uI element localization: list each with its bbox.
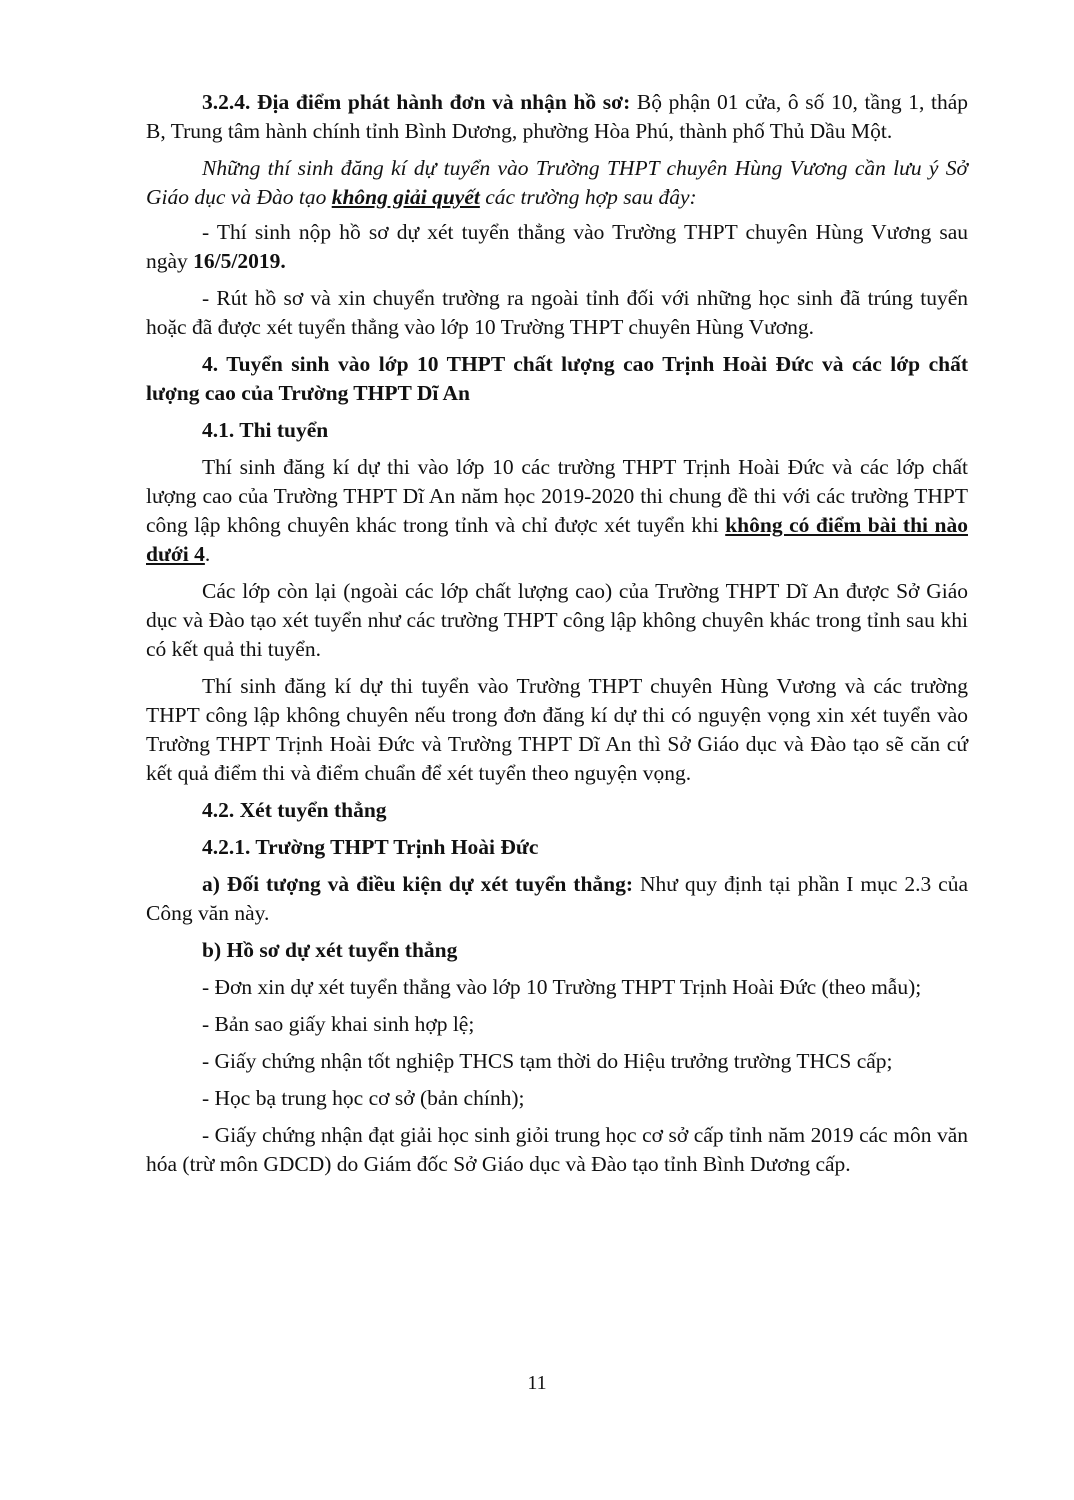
item-b-heading: b) Hồ sơ dự xét tuyển thẳng bbox=[202, 938, 458, 962]
exception-withdrawal: - Rút hồ sơ và xin chuyển trường ra ngoài tỉnh đối với những học sinh đã trúng tuyển hoặc đã được xét tuyển thẳng vào lớp 10 Trường THPT chuyên Hùng Vương. bbox=[146, 286, 968, 339]
section-text: Bộ phận 01 cửa, ô số 10, tầng 1, tháp B, Trung tâm hành chính tỉnh Bình Dương, phường Hòa Phú, thành phố Thủ Dầu Một. bbox=[146, 90, 968, 143]
document-item: - Học bạ trung học cơ sở (bản chính); bbox=[202, 1086, 525, 1110]
section-4-1-paragraph-1: Thí sinh đăng kí dự thi vào lớp 10 các trường THPT Trịnh Hoài Đức và các lớp chất lượng cao của Trường THPT Dĩ An năm học 2019-2020 thi chung đề thi với các trường THPT công lập không chuyên khác trong tỉnh và chỉ được xét tuyển khi không có điểm bài thi nào dưới 4. bbox=[146, 455, 968, 566]
item-a-text: Như quy định tại phần I mục 2.3 của Công văn này. bbox=[146, 872, 968, 925]
section-4-heading: 4. Tuyển sinh vào lớp 10 THPT chất lượng cao Trịnh Hoài Đức và các lớp chất lượng cao của Trường THPT Dĩ An bbox=[146, 352, 968, 405]
emphasis-underlined: không có điểm bài thi nào dưới 4 bbox=[146, 513, 968, 566]
document-item: - Bản sao giấy khai sinh hợp lệ; bbox=[202, 1012, 475, 1036]
page-number: 11 bbox=[527, 1372, 547, 1394]
emphasis-underlined: không giải quyết bbox=[331, 185, 480, 209]
document-item: - Giấy chứng nhận tốt nghiệp THCS tạm thời do Hiệu trưởng trường THCS cấp; bbox=[202, 1049, 893, 1073]
item-a-heading: a) Đối tượng và điều kiện dự xét tuyển thẳng: bbox=[202, 872, 634, 896]
warning-note: Những thí sinh đăng kí dự tuyển vào Trường THPT chuyên Hùng Vương cần lưu ý Sở Giáo dục và Đào tạo không giải quyết các trường hợp sau đây: bbox=[146, 156, 968, 209]
section-4-1-paragraph-2: Các lớp còn lại (ngoài các lớp chất lượng cao) của Trường THPT Dĩ An được Sở Giáo dục và Đào tạo xét tuyển như các trường THPT công lập không chuyên khác trong tỉnh sau khi có kết quả thi tuyển. bbox=[146, 579, 968, 661]
exception-late-submission: - Thí sinh nộp hồ sơ dự xét tuyển thẳng vào Trường THPT chuyên Hùng Vương sau ngày 16/5/2019. bbox=[146, 220, 968, 273]
section-4-1-heading: 4.1. Thi tuyển bbox=[202, 418, 329, 442]
section-4-1-paragraph-3: Thí sinh đăng kí dự thi tuyển vào Trường THPT chuyên Hùng Vương và các trường THPT công lập không chuyên nếu trong đơn đăng kí dự thi có nguyện vọng xin xét tuyển vào Trường THPT Trịnh Hoài Đức và Trường THPT Dĩ An thì Sở Giáo dục và Đào tạo sẽ căn cứ kết quả điểm thi và điểm chuẩn để xét tuyển theo nguyện vọng. bbox=[146, 674, 968, 785]
section-4-2-1-heading: 4.2.1. Trường THPT Trịnh Hoài Đức bbox=[202, 835, 539, 859]
deadline-date: 16/5/2019. bbox=[193, 249, 286, 273]
document-item: - Giấy chứng nhận đạt giải học sinh giỏi trung học cơ sở cấp tỉnh năm 2019 các môn văn hóa (trừ môn GDCD) do Giám đốc Sở Giáo dục và Đào tạo tỉnh Bình Dương cấp. bbox=[146, 1123, 968, 1176]
section-3-2-4 bbox=[146, 88, 968, 146]
section-4-2-heading: 4.2. Xét tuyển thẳng bbox=[202, 798, 387, 822]
section-heading: 3.2.4. Địa điểm phát hành đơn và nhận hồ sơ: bbox=[202, 90, 631, 114]
document-body bbox=[146, 88, 968, 1187]
item-a bbox=[146, 870, 968, 928]
document-item: - Đơn xin dự xét tuyển thẳng vào lớp 10 Trường THPT Trịnh Hoài Đức (theo mẫu); bbox=[202, 975, 922, 999]
